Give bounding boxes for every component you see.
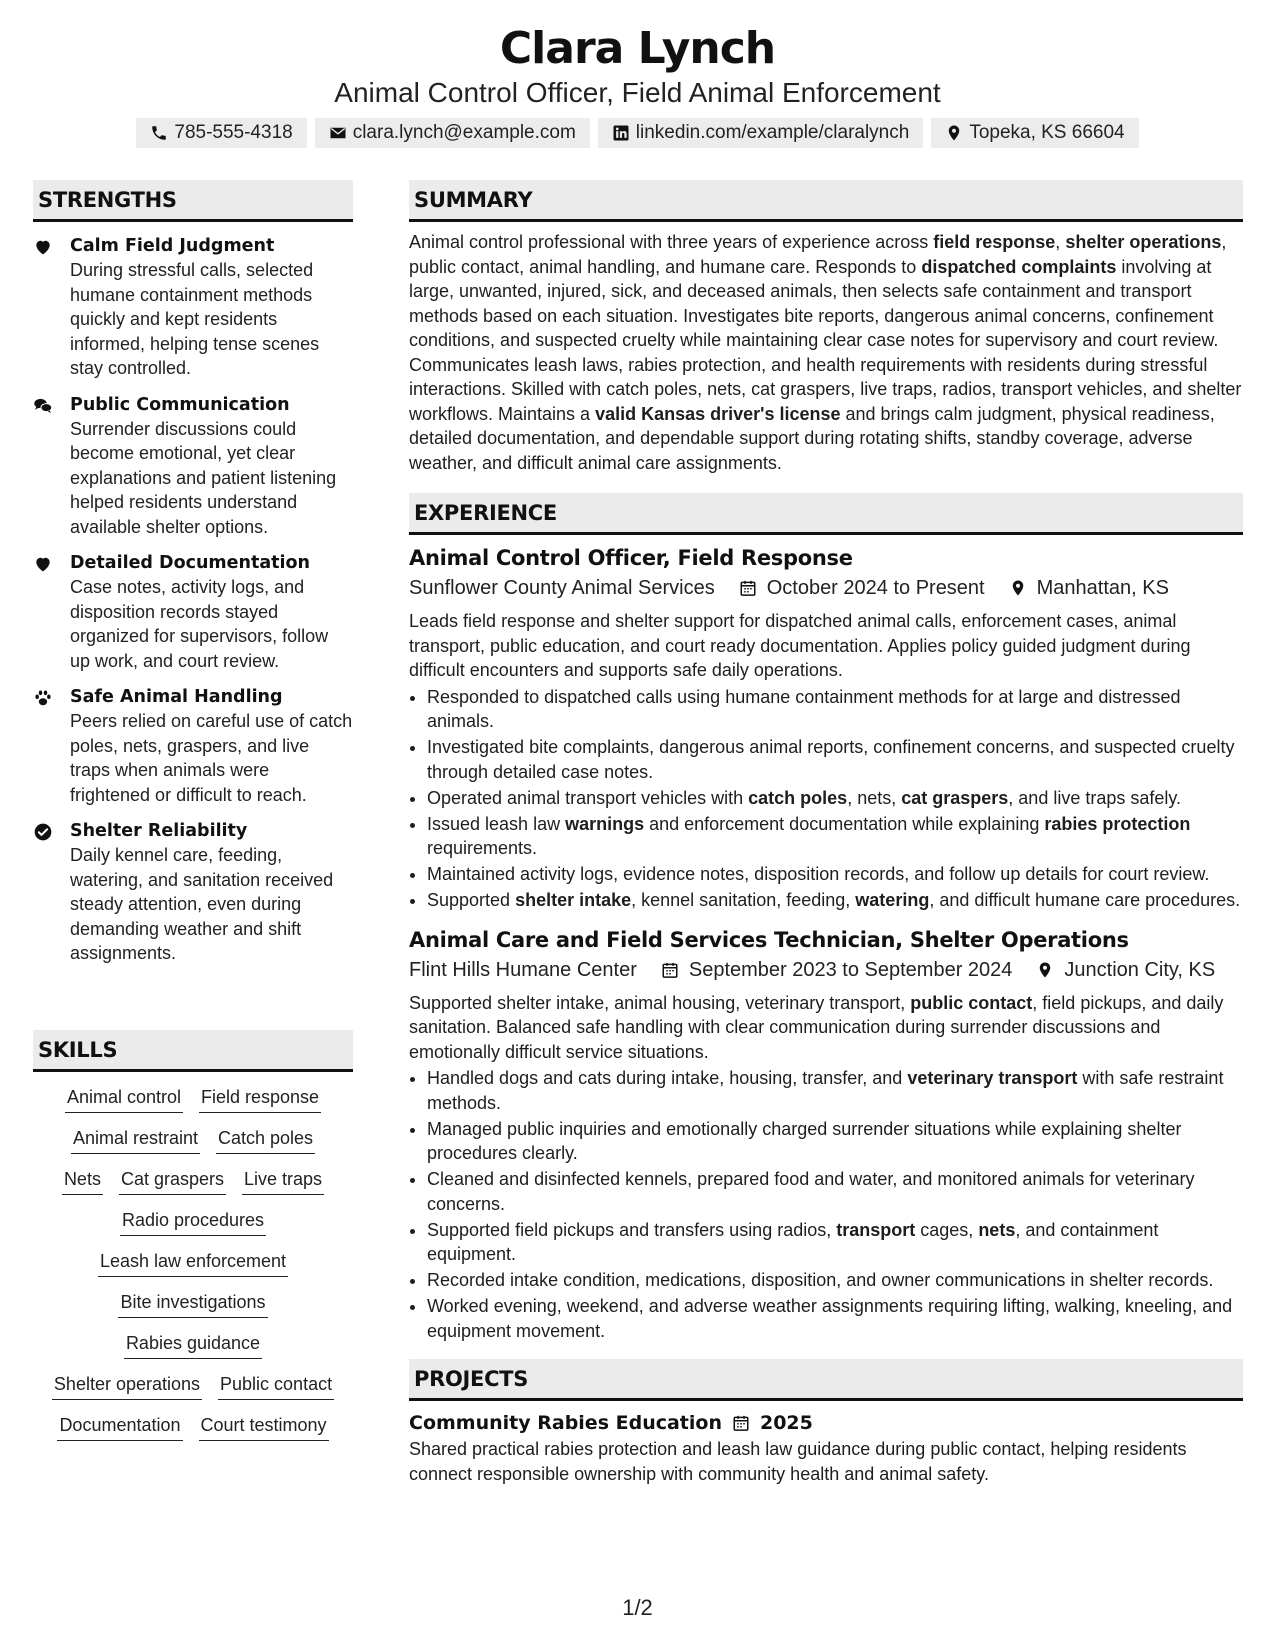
candidate-title: Animal Control Officer, Field Animal Enforcement [334, 77, 941, 108]
contact-location [931, 118, 1138, 148]
bullet-text: Maintained activity logs, evidence notes, disposition records, and follow up details for court review. [427, 864, 1210, 884]
strengths-list [33, 234, 353, 966]
bullet-text: Handled dogs and cats during intake, housing, transfer, and [427, 1068, 908, 1088]
bullet-text: Supported [427, 890, 516, 910]
summary-emphasis: dispatched complaints [921, 256, 1117, 277]
bullet-emphasis: veterinary transport [907, 1068, 1078, 1088]
summary-text: Animal control professional with three years of experience across [409, 232, 934, 252]
contact-phone[interactable] [136, 118, 306, 148]
skills-section [33, 1030, 353, 1441]
contact-email-text: clara.lynch@example.com [352, 122, 576, 143]
job-entry [409, 925, 1243, 1344]
bullet-emphasis: nets [978, 1219, 1016, 1240]
contact-row [0, 118, 1275, 148]
skill-tag: Rabies guidance [124, 1332, 262, 1359]
resume-header [0, 22, 1275, 148]
strength-title: Public Communication [70, 394, 290, 415]
skill-tag: Shelter operations [52, 1373, 202, 1400]
skill-tag: Bite investigations [118, 1291, 267, 1318]
contact-linkedin-text: linkedin.com/example/claralynch [635, 122, 910, 143]
skill-tag: Catch poles [216, 1127, 315, 1154]
skill-tag: Cat graspers [119, 1168, 226, 1195]
bullet-text: , and difficult humane care procedures. [929, 890, 1241, 910]
candidate-name: Clara Lynch [499, 23, 776, 74]
summary-emphasis: field response [933, 232, 1056, 252]
bullet-text: Operated animal transport vehicles with [427, 787, 749, 808]
bullet-emphasis: catch poles [748, 787, 848, 808]
strength-desc: During stressful calls, selected humane containment methods quickly and kept residents informed, helping tense scenes stay controlled. [70, 260, 320, 378]
bullet-item [427, 1167, 1243, 1216]
contact-email[interactable] [315, 118, 590, 148]
project-year: 2025 [759, 1412, 813, 1434]
skill-tag: Court testimony [199, 1414, 329, 1441]
calendar-icon [739, 579, 757, 597]
strength-item [33, 819, 353, 966]
calendar-icon [732, 1414, 750, 1432]
job-entry [409, 543, 1243, 913]
job-description [409, 991, 1243, 1065]
strength-desc: Case notes, activity logs, and disposition records stayed organized for supervisors, follow up work, and court review. [70, 577, 329, 671]
skill-row [33, 1250, 353, 1277]
contact-linkedin[interactable] [598, 118, 924, 148]
skill-row [33, 1127, 353, 1154]
summary-text: involving at large, unwanted, injured, sick, and deceased animals, then selects safe containment and transport methods based on each situation. Investigates bite reports, dangerous animal concerns, confinement conditions, and suspected cruelty while maintaining clear case notes for supervisory and court review. Communicates leash laws, rabies protection, and health requirements with residents during stressful interactions. Skilled with catch poles, nets, cat graspers, live traps, radios, transport vehicles, and shelter workflows. Maintains a [409, 256, 1242, 424]
project-title-row [409, 1409, 1243, 1437]
contact-phone-text: 785-555-4318 [174, 122, 293, 143]
envelope-icon [329, 124, 347, 142]
bullet-text: requirements. [427, 838, 538, 858]
skill-row [33, 1332, 353, 1359]
job-dates: October 2024 to Present [766, 577, 985, 599]
skill-row [33, 1086, 353, 1113]
bullet-item [427, 735, 1243, 784]
strength-title: Shelter Reliability [70, 821, 248, 841]
skills-heading: SKILLS [33, 1030, 353, 1072]
bullet-text: Worked evening, weekend, and adverse weather assignments requiring lifting, walking, kneeling, and equipment movement. [427, 1296, 1233, 1341]
skill-tag: Documentation [57, 1414, 182, 1441]
skill-tag: Animal restraint [71, 1127, 200, 1154]
contact-location-text: Topeka, KS 66604 [969, 122, 1125, 143]
calendar-icon [661, 961, 679, 979]
bullet-emphasis: transport [836, 1219, 916, 1240]
bullet-item [427, 1066, 1243, 1115]
skill-row [33, 1168, 353, 1195]
strength-title: Detailed Documentation [70, 553, 311, 573]
summary-text [409, 230, 1243, 475]
strength-item [33, 393, 353, 540]
projects-heading: PROJECTS [409, 1359, 1243, 1401]
skill-tag: Public contact [218, 1373, 334, 1400]
skill-row [33, 1373, 353, 1400]
summary-text: and brings calm judgment, physical readiness, detailed documentation, and dependable support during rotating shifts, standby coverage, adverse weather, and difficult animal care assignments. [409, 403, 1215, 473]
project-title: Community Rabies Education [409, 1412, 722, 1434]
skill-tag: Animal control [65, 1086, 183, 1113]
skill-row [33, 1291, 353, 1318]
bullet-text: Recorded intake condition, medications, disposition, and owner communications in shelter records. [427, 1270, 1214, 1290]
skill-tag: Field response [199, 1086, 321, 1113]
strength-title: Calm Field Judgment [70, 236, 275, 256]
job-bullets [409, 1066, 1243, 1343]
job-description-emphasis: public contact [910, 992, 1033, 1013]
strength-title: Safe Animal Handling [70, 687, 283, 707]
bullet-text: Managed public inquiries and emotionally charged surrender situations while explaining shelter procedures clearly. [427, 1118, 1182, 1163]
job-description-text: Supported shelter intake, animal housing, veterinary transport, [409, 992, 911, 1013]
bullet-emphasis: watering [855, 890, 930, 910]
job-org: Flint Hills Humane Center [409, 958, 637, 981]
job-title: Animal Control Officer, Field Response [409, 546, 853, 570]
skill-tag: Live traps [242, 1168, 324, 1195]
map-pin-icon [1009, 579, 1027, 597]
heart-icon [33, 237, 53, 257]
project-entry [409, 1409, 1243, 1486]
skill-tag: Leash law enforcement [98, 1250, 288, 1277]
summary-heading: SUMMARY [409, 180, 1243, 222]
job-bullets [409, 685, 1243, 913]
skills-list [33, 1086, 353, 1441]
skill-tag: Radio procedures [120, 1209, 266, 1236]
bullet-emphasis: cat graspers [901, 787, 1009, 808]
bullet-item [427, 685, 1243, 734]
skill-tag: Nets [62, 1168, 103, 1195]
job-title: Animal Care and Field Services Technician, Shelter Operations [409, 927, 1129, 952]
job-location: Junction City, KS [1064, 958, 1216, 981]
linkedin-icon [612, 124, 630, 142]
paw-icon [33, 688, 53, 708]
bullet-text: Responded to dispatched calls using humane containment methods for at large and distressed animals. [427, 686, 1181, 731]
summary-emphasis: valid Kansas driver's license [595, 403, 841, 424]
bullet-emphasis: warnings [565, 813, 645, 834]
bullet-text: and enforcement documentation while explaining [644, 813, 1045, 834]
project-description: Shared practical rabies protection and leash law guidance during public contact, helping residents connect responsible ownership with community health and animal safety. [409, 1439, 1187, 1484]
strength-item [33, 551, 353, 673]
bullet-item [427, 812, 1243, 861]
job-description: Leads field response and shelter support for dispatched animal calls, enforcement cases, animal transport, public education, and court ready documentation. Applies policy guided judgment during difficult encounters and supports safe daily operations. [409, 611, 1191, 680]
strength-item [33, 234, 353, 381]
map-pin-icon [1036, 961, 1054, 979]
bullet-text: , kennel sanitation, feeding, [631, 890, 856, 910]
bullet-text: cages, [915, 1219, 979, 1240]
page-number: 1/2 [622, 1595, 653, 1620]
strengths-heading: STRENGTHS [33, 180, 353, 222]
bullet-item [427, 1268, 1243, 1293]
bullet-text: with safe restraint methods. [427, 1068, 1224, 1113]
experience-heading: EXPERIENCE [409, 493, 1243, 535]
job-meta [409, 573, 1243, 603]
strength-item [33, 685, 353, 807]
bullet-text: Supported field pickups and transfers using radios, [427, 1219, 837, 1240]
job-dates: September 2023 to September 2024 [688, 958, 1013, 981]
bullet-text: , and containment equipment. [427, 1219, 1159, 1264]
strength-desc: Peers relied on careful use of catch poles, nets, graspers, and live traps when animals were frightened or difficult to reach. [70, 711, 353, 805]
right-column [409, 180, 1243, 1486]
strength-desc: Daily kennel care, feeding, watering, and sanitation received steady attention, even during demanding weather and shift assignments. [70, 845, 334, 963]
comments-icon [33, 396, 53, 416]
bullet-item [427, 1218, 1243, 1267]
job-description-text: , field pickups, and daily sanitation. Balanced safe handling with clear communication during surrender discussions and emotionally difficult service situations. [409, 992, 1224, 1062]
bullet-item [427, 1294, 1243, 1343]
summary-text: , [1055, 232, 1066, 252]
map-pin-icon [945, 124, 963, 142]
bullet-text: Investigated bite complaints, dangerous animal reports, confinement concerns, and suspected cruelty through detailed case notes. [427, 737, 1235, 782]
job-location: Manhattan, KS [1036, 577, 1169, 599]
job-meta [409, 955, 1243, 985]
bullet-text: , and live traps safely. [1008, 787, 1182, 808]
summary-text: , public contact, animal handling, and humane care. Responds to [409, 232, 1227, 277]
bullet-text: Issued leash law [427, 813, 566, 834]
job-org: Sunflower County Animal Services [409, 577, 715, 599]
bullet-emphasis: rabies protection [1044, 813, 1191, 834]
bullet-item [427, 1117, 1243, 1166]
phone-icon [150, 124, 168, 142]
bullet-item [427, 862, 1243, 887]
heart-icon [33, 554, 53, 574]
strength-desc: Surrender discussions could become emotional, yet clear explanations and patient listening helped residents understand available shelter options. [70, 418, 337, 537]
bullet-text: , nets, [847, 787, 902, 808]
skill-row [33, 1414, 353, 1441]
left-column [33, 180, 353, 1435]
bullet-emphasis: shelter intake [515, 890, 632, 910]
summary-emphasis: shelter operations [1065, 232, 1222, 252]
check-circle-icon [33, 822, 53, 842]
skill-row [33, 1209, 353, 1236]
bullet-text: Cleaned and disinfected kennels, prepared food and water, and monitored animals for veterinary concerns. [427, 1169, 1195, 1214]
bullet-item [427, 888, 1243, 913]
bullet-item [427, 786, 1243, 811]
